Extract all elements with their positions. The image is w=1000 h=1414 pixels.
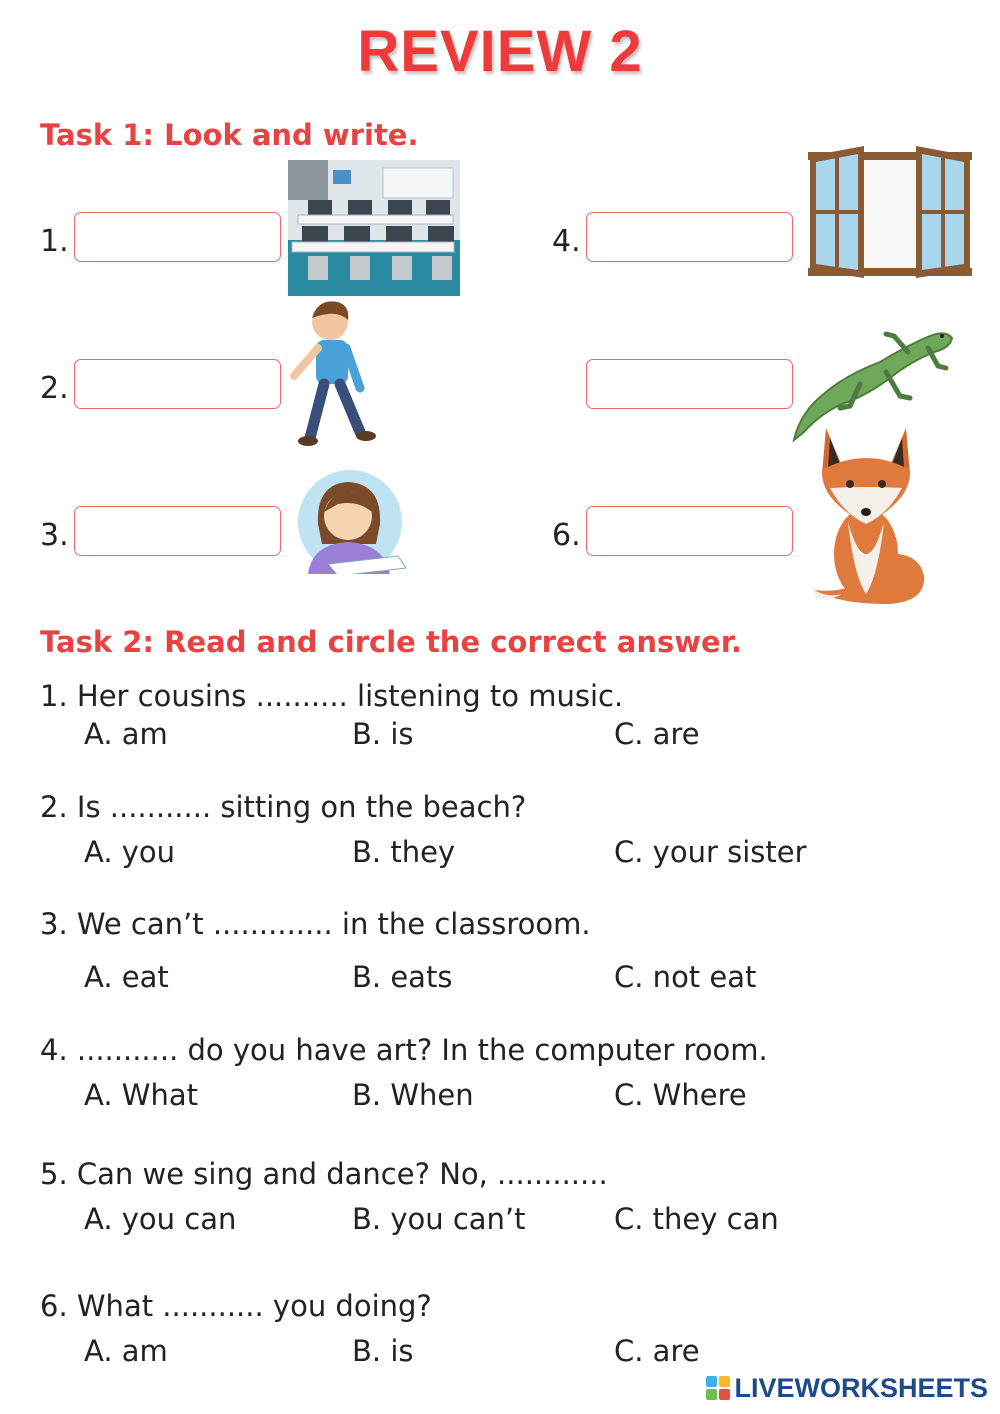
- question-3: 3. We can’t ............. in the classroom.: [40, 907, 591, 941]
- option-5c[interactable]: C. they can: [614, 1202, 779, 1236]
- task2-heading: Task 2: Read and circle the correct answer.: [40, 625, 742, 659]
- answer-input-3[interactable]: [74, 506, 281, 556]
- walking-boy-icon: [288, 298, 378, 448]
- option-2c[interactable]: C. your sister: [614, 835, 807, 869]
- liveworksheets-logo-icon: [705, 1375, 731, 1401]
- option-6a[interactable]: A. am: [84, 1334, 168, 1368]
- answer-input-2[interactable]: [74, 359, 281, 409]
- item-number: 6.: [552, 518, 581, 553]
- task1-heading: Task 1: Look and write.: [40, 118, 419, 152]
- option-3b[interactable]: B. eats: [352, 960, 453, 994]
- question-1: 1. Her cousins .......... listening to music.: [40, 679, 624, 713]
- fox-icon: [808, 426, 928, 606]
- option-4c[interactable]: C. Where: [614, 1078, 747, 1112]
- answer-input-6[interactable]: [586, 506, 793, 556]
- answer-input-4[interactable]: [586, 212, 793, 262]
- option-6c[interactable]: C. are: [614, 1334, 700, 1368]
- page-title: REVIEW 2: [357, 19, 643, 84]
- option-1a[interactable]: A. am: [84, 717, 168, 751]
- option-6b[interactable]: B. is: [352, 1334, 414, 1368]
- answer-input-5[interactable]: [586, 359, 793, 409]
- writing-girl-icon: [288, 464, 408, 574]
- option-1c[interactable]: C. are: [614, 717, 700, 751]
- brand-watermark: [705, 1370, 988, 1406]
- option-1b[interactable]: B. is: [352, 717, 414, 751]
- item-number: 1.: [40, 224, 69, 259]
- item-number: 4.: [552, 224, 581, 259]
- option-5b[interactable]: B. you can’t: [352, 1202, 526, 1236]
- option-3c[interactable]: C. not eat: [614, 960, 757, 994]
- question-2: 2. Is ........... sitting on the beach?: [40, 790, 527, 824]
- option-5a[interactable]: A. you can: [84, 1202, 237, 1236]
- option-4a[interactable]: A. What: [84, 1078, 198, 1112]
- option-2b[interactable]: B. they: [352, 835, 456, 869]
- question-6: 6. What ........... you doing?: [40, 1289, 432, 1323]
- option-2a[interactable]: A. you: [84, 835, 176, 869]
- question-4: 4. ........... do you have art? In the computer room.: [40, 1033, 768, 1067]
- option-4b[interactable]: B. When: [352, 1078, 474, 1112]
- item-number: 2.: [40, 371, 69, 406]
- brand-text: LIVEWORKSHEETS: [734, 1372, 988, 1403]
- option-3a[interactable]: A. eat: [84, 960, 169, 994]
- window-icon: [808, 146, 972, 280]
- answer-input-1[interactable]: [74, 212, 281, 262]
- computer-room-icon: [288, 160, 460, 296]
- item-number: 3.: [40, 518, 69, 553]
- question-5: 5. Can we sing and dance? No, ............: [40, 1157, 608, 1191]
